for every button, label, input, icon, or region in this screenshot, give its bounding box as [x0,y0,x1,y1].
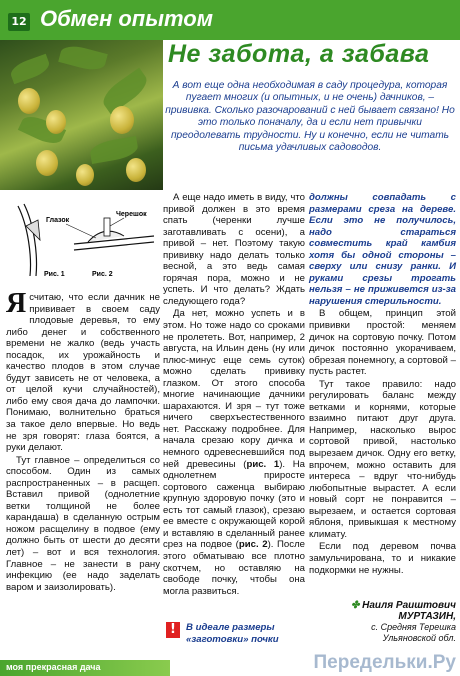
author-name-1: Наиля Раиштович [362,600,456,611]
col2-paragraph-2 [163,308,305,597]
col3-paragraph-2: Тут такое правило: надо регулировать баланс между ветками и корнями, которые взаимно питают друг друга. Например, насколько вырос сортовой привой, настолько вырезаем дичок. Одну его ветку, впрочем, можно оставить для интереса – вдруг что-нибудь любопытные вырастет. А если новый сорт не понравится – вырезаем, и остается сортовая яблоня, привыкшая к местному климату. [309,378,456,540]
col3-emphasis: должны совпадать с размерами среза на дереве. Если это не получилось, надо стараться совместить край камбия хотя бы одной стороны – сверху или снизу ранки. И руками срезы трогать нельзя – не приживется из-за нарушения стерильности. [309,192,456,307]
column-3 [309,192,456,577]
col3-paragraph-3: Если под деревом почва замульчирована, то и никакие подкормки не нужны. [309,541,456,576]
pear-tree-photo [0,40,163,190]
col1-paragraph-1: считаю, что если дачник не прививает в своем саду плодовые деревья, то ему либо денег и собственного времени не жалко (ведь участь посадок, их урожайность и качество плодов в этом случае будут зависеть не от человека, а от целой кучи случайностей), либо ему своя дача до лампочки. Понимаю, волнительно браться за такое дело впервые. Но ведь не зря говорят: глаза боятся, а руки делают. [6,292,160,454]
warning-icon: ! [166,622,180,638]
figure-2-label: Рис. 2 [92,271,113,278]
column-1 [6,288,160,594]
grafting-diagram [4,196,160,282]
col2-text-b: ). На однолетнем приросте сортового саженца выбираю крупную здоровую почку (это и есть тот самый глазок), срезаю ее вместе с окружающей корой и вставляю в сделанный ранее срез на подвое ( [163,458,306,551]
drop-cap: Я [6,288,27,319]
column-2 [163,192,305,598]
col1-paragraph-2: Тут главное – определиться со способом. Один из самых распространенных – в расщеп. Вставил привой (однолетние ветки толщиной не более карандаша) в сделанную острым ножом расщелину в подвое (ему должно быть от шести до десяти лет) – вот и вся технология. Главное – не занести в рану инфекцию (ее надо заделать варом и заизолировать). [6,454,160,593]
article-title: Не забота, а забава [168,40,430,68]
section-title: Обмен опытом [40,6,214,31]
col2-text-c: ). После этого обматываю все плотно скотчем, но оставляю на свободе почку, чтобы она могла развиться. [163,539,305,597]
magazine-name: моя прекрасная дача [6,662,101,672]
label-stock: Черешок [116,211,147,218]
author-block [314,600,456,644]
figure-1-label: Рис. 1 [44,271,65,278]
site-watermark: Передельки.Ру [313,652,456,673]
article-lead: А вот еще одна необходимая в саду процедура, которая пугает многих (и опытных, и не очень) дачников, – прививка. Сколько разочарований с ней бывает связано! Но это только поначалу, да и если нет привычки преодолевать трудности. Ну и конечно, если не читать письма удачливых садоводов. [165,80,455,154]
author-place-1: с. Средняя Терешка [371,622,456,632]
col3-paragraph-1: В общем, принцип этой прививки простой: меняем дичок на сортовую почку. Потом дичок постоянно укорачиваем, обрезая понемногу, а сортовой – пусть растет. [309,308,456,378]
col2-text-a: Да нет, можно успеть и в этом. Но тоже надо со сроками не пролететь. Вот, например, 2 августа, на Ильин день (ну или плюс-минус еще семь суток) можно сделать прививку глазком. От этого способа многие начинающие дачники шарахаются. И зря – тут тоже ничего сверхъестественного нет. Расскажу подробнее. Для начала срезаю кору дичка и немного одревесневшийся под ней древесины ( [163,308,305,470]
author-name-2: МУРТАЗИН, [398,611,456,622]
clover-icon: ✤ [350,600,363,611]
col2-paragraph-1: А еще надо иметь в виду, что привой должен в это время спать (черенки лучше заготавливать с осени), а привой – нет. Поэтому такую прививку надо делать только весной, а это ведь самая горячая пора, можно и не успеть. И что делать? Ждать следующего года? [163,192,305,307]
page-number: 12 [8,13,30,31]
figure-ref-2: рис. 2 [238,539,268,551]
label-eye: Глазок [46,217,70,224]
figure-ref-1: рис. 1 [246,458,280,470]
author-place-2: Ульяновской обл. [382,633,456,643]
ideal-note: В идеале размеры «заготовки» почки [186,622,279,645]
